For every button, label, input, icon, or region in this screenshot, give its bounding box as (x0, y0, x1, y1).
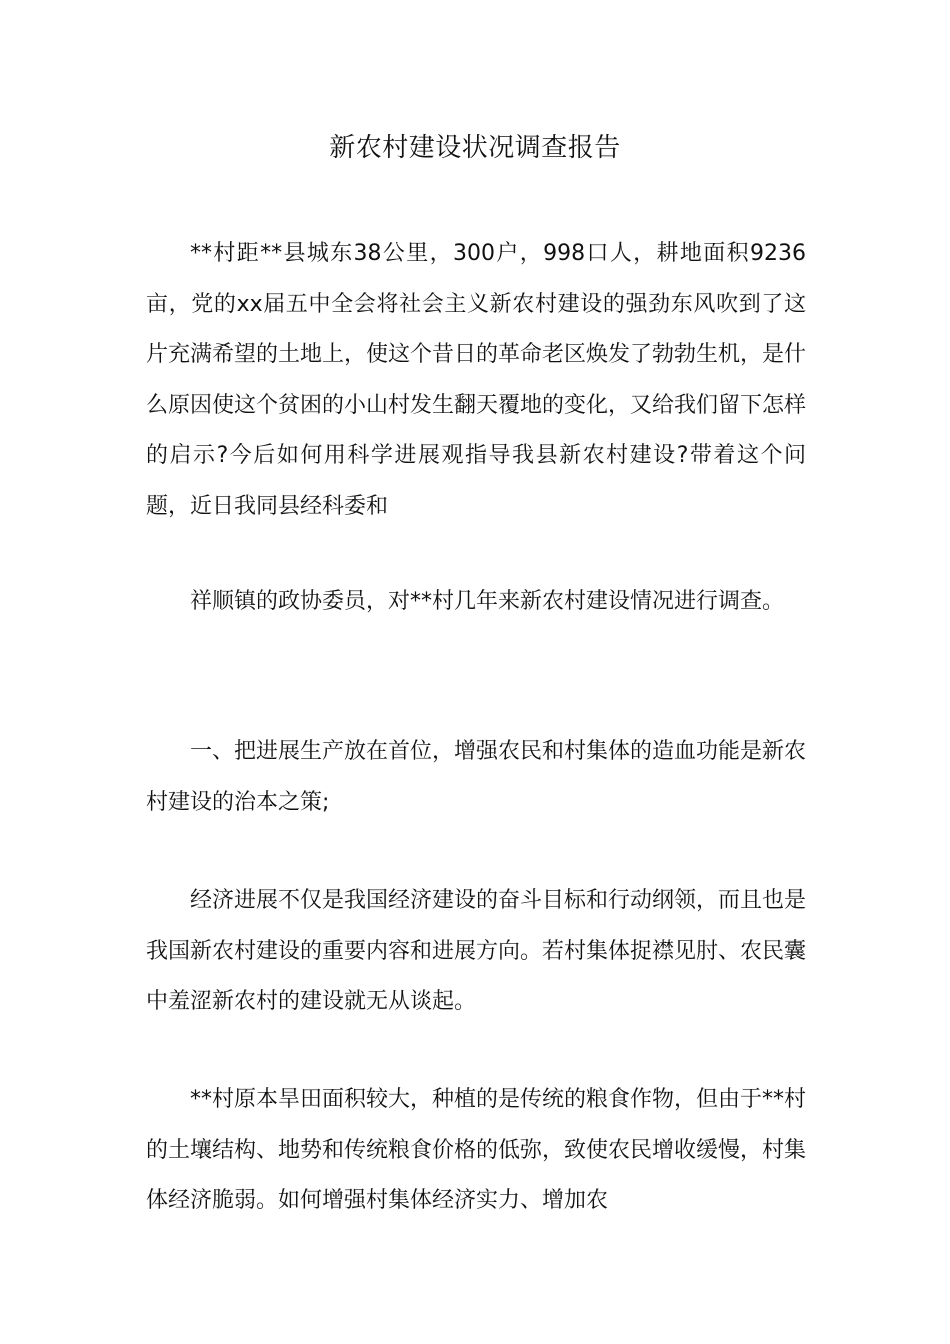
document-title: 新农村建设状况调查报告 (329, 133, 621, 163)
paragraph-intro: **村距**县城东38公里，300户，998口人，耕地面积9236亩，党的xx届五中全会将社会主义新农村建设的强劲东风吹到了这片充满希望的土地上，使这个昔日的革命老区焕发了勃勃生机，是什么原因使这个贫困的小山村发生翻天覆地的变化，又给我们留下怎样的启示?今后如何用科学进展观指导我县新农村建设?带着这个问题，近日我同县经科委和 (146, 241, 807, 519)
paragraph-survey: 祥顺镇的政协委员，对**村几年来新农村建设情况进行调查。 (190, 589, 785, 614)
paragraph-village: **村原本旱田面积较大，种植的是传统的粮食作物，但由于**村的土壤结构、地势和传统粮食价格的低弥，致使农民增收缓慢，村集体经济脆弱。如何增强村集体经济实力、增加农 (146, 1087, 807, 1213)
paragraph-economy: 经济进展不仅是我国经济建设的奋斗目标和行动纲领，而且也是我国新农村建设的重要内容和进展方向。若村集体捉襟见肘、农民囊中羞涩新农村的建设就无从谈起。 (146, 888, 807, 1014)
paragraph-section-heading: 一、把进展生产放在首位，增强农民和村集体的造血功能是新农村建设的治本之策; (146, 739, 807, 815)
